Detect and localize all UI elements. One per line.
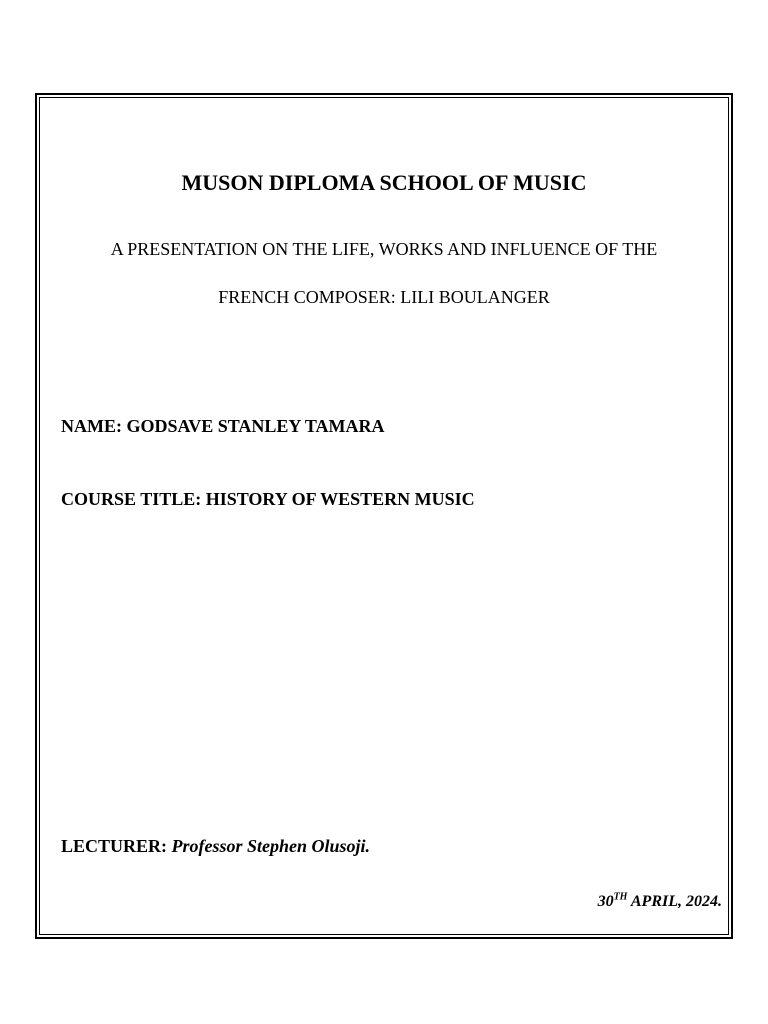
date-month-year: APRIL, 2024. (630, 893, 722, 910)
presentation-title-line-2: FRENCH COMPOSER: LILI BOULANGER (218, 287, 550, 307)
date-day: 30 (597, 893, 614, 910)
presentation-title-line-1: A PRESENTATION ON THE LIFE, WORKS AND INFLUENCE OF THE (110, 239, 658, 259)
school-name-heading: MUSON DIPLOMA SCHOOL OF MUSIC (181, 170, 587, 195)
lecturer-name: Professor Stephen Olusoji. (171, 836, 371, 856)
student-name-line (61, 415, 385, 437)
submission-date (598, 891, 722, 913)
course-title-line (61, 488, 475, 510)
page-border-inner (39, 97, 729, 935)
date-suffix: TH (613, 891, 628, 903)
lecturer-line (61, 835, 370, 857)
course-value: HISTORY OF WESTERN MUSIC (205, 489, 475, 509)
course-label: COURSE TITLE: (61, 489, 202, 509)
name-value: GODSAVE STANLEY TAMARA (126, 416, 385, 436)
page-border (35, 93, 733, 939)
lecturer-label: LECTURER: (61, 836, 168, 856)
name-label: NAME: (61, 416, 122, 436)
